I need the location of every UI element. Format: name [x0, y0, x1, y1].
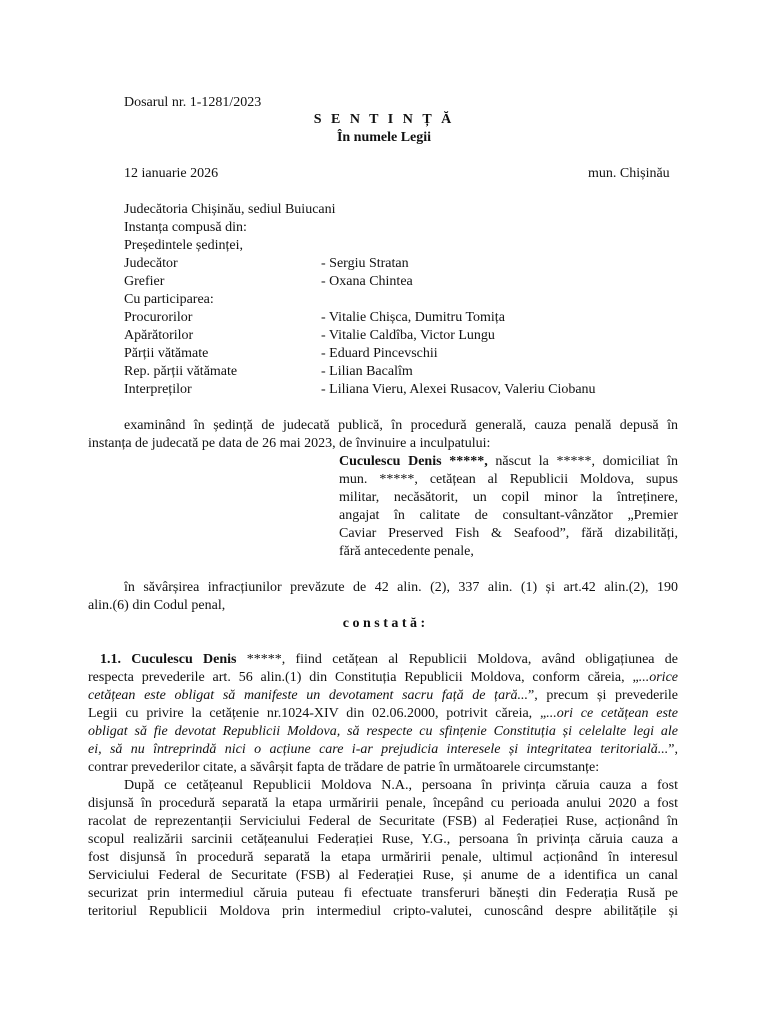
section-text: ”, precum și prevederile: [528, 688, 678, 703]
role-label: Judecător: [124, 256, 178, 271]
constata-heading: c o n s t a t ă :: [342, 616, 426, 631]
role-value: - Lilian Bacalîm: [321, 364, 413, 379]
role-label: Interpreților: [124, 382, 192, 397]
role-label: Grefier: [124, 274, 165, 289]
sentence-place: mun. Chișinău: [588, 166, 670, 181]
intro-paragraph: [124, 417, 678, 435]
section-line: [88, 705, 678, 723]
court-composition-label: Instanța compusă din:: [124, 220, 247, 235]
role-value: - Liliana Vieru, Alexei Rusacov, Valeriu Ciobanu: [321, 382, 596, 397]
narrative-paragraph: [88, 795, 678, 921]
narrative-line: fost disjunsă în procedură separată la etapa urmăririi penale, ultimul acționând în interesul: [88, 850, 678, 865]
narrative-line: După ce cetățeanul Republicii Moldova N.A., persoana în privința căruia cauza a fost: [124, 778, 678, 793]
narrative-first-line: [124, 777, 678, 795]
narrative-line: disjunsă în procedură separată la etapa urmăririi penale, începând cu perioada anului 2020 a fost: [88, 796, 678, 811]
intro-line: examinând în ședință de judecată publică, în procedură generală, cauza penală depusă în: [124, 418, 678, 433]
role-value: - Vitalie Caldîba, Victor Lungu: [321, 328, 495, 343]
intro-line: instanța de judecată pe data de 26 mai 2023, de învinuire a inculpatului:: [88, 436, 491, 451]
defendant-line: fără antecedente penale,: [339, 544, 474, 559]
charges-line: în săvârșirea infracțiunilor prevăzute de 42 alin. (2), 337 alin. (1) și art.42 alin.(2), 190: [124, 580, 678, 595]
role-label: Procurorilor: [124, 310, 193, 325]
role-value: - Vitalie Chișca, Dumitru Tomița: [321, 310, 505, 325]
court-name: Judecătoria Chișinău, sediul Buiucani: [124, 202, 336, 217]
section-line: obligat să fie devotat Republicii Moldova, să respecte cu sfințenie Constituția și celelalte legi ale: [88, 724, 678, 739]
defendant-line: mun. *****, cetățean al Republicii Moldova, supus: [339, 472, 678, 487]
defendant-block: [339, 453, 678, 561]
section-text: respecta prevederile art. 56 alin.(1) din Constituția Republicii Moldova, conform căreia, „: [88, 670, 639, 685]
section-text: *****, fiind cetățean al Republicii Moldova, având obligațiunea de: [236, 652, 678, 667]
section-line: [88, 669, 678, 687]
defendant-text: născut la *****, domiciliat în: [487, 454, 678, 469]
section-number: 1.1.: [100, 652, 121, 667]
document-subtitle: În numele Legii: [336, 130, 432, 145]
charges-paragraph: [124, 579, 678, 597]
section-text: ”,: [668, 742, 678, 757]
defendant-line: militar, necăsătorit, un copil minor la întreținere,: [339, 490, 678, 505]
sentence-date: 12 ianuarie 2026: [124, 166, 219, 181]
role-label: Apărătorilor: [124, 328, 194, 343]
section-1-1-body: [88, 669, 678, 777]
section-quote: ...ori ce cetățean este: [546, 706, 678, 721]
role-value: - Sergiu Stratan: [321, 256, 409, 271]
section-line: [88, 687, 678, 705]
role-value: - Oxana Chintea: [321, 274, 413, 289]
section-quote: cetățean este obligat să manifeste un devotament sacru față de țară...: [88, 688, 529, 703]
participation-label: Cu participarea:: [124, 292, 214, 307]
case-number: Dosarul nr. 1-1281/2023: [124, 95, 262, 110]
section-quote: ...orice: [638, 670, 678, 685]
role-label: Părții vătămate: [124, 346, 209, 361]
narrative-line: teritoriul Republicii Moldova prin intermediul cripto-valutei, cunoscând despre abilitățile și: [88, 904, 678, 919]
narrative-line: racolat de reprezentanții Serviciului Federal de Securitate (FSB) al Federației Ruse, acționând în: [88, 814, 678, 829]
defendant-line: angajat în calitate de consultant-vânzător „Premier: [339, 508, 678, 523]
section-quote: ei, să nu întreprindă nici o acțiune care i-ar prejudicia interesele și integritatea teritorială...: [88, 742, 669, 757]
defendant-line: Caviar Preserved Fish & Seafood”, fără dizabilități,: [339, 526, 678, 541]
section-line: [100, 651, 678, 669]
document-title: S E N T I N Ț Ă: [313, 112, 455, 127]
president-label: Președintele ședinței,: [124, 238, 243, 253]
section-line: contrar prevederilor citate, a săvârșit fapta de trădare de patrie în următoarele circumstanțe:: [88, 760, 600, 775]
section-text: Legii cu privire la cetățenie nr.1024-XIV din 02.06.2000, potrivit căreia, „: [88, 706, 547, 721]
charges-line: alin.(6) din Codul penal,: [88, 598, 226, 613]
role-label: Rep. părții vătămate: [124, 364, 238, 379]
narrative-line: scopul realizării sarcinii cetățeanului Federației Ruse, Y.G., persoana în privința căruia cauza a: [88, 832, 678, 847]
narrative-line: Serviciului Federal de Securitate (FSB) al Federației Ruse, și anume de a identifica un canal: [88, 868, 678, 883]
section-name: Cuculescu Denis: [131, 652, 237, 667]
section-1-1-first-line: [100, 651, 678, 669]
role-value: - Eduard Pincevschii: [321, 346, 438, 361]
defendant-name: Cuculescu Denis *****,: [339, 454, 488, 469]
defendant-line: [339, 453, 678, 471]
narrative-line: securizat prin intermediul căruia puteau fi efectuate transferuri bănești din Federația Rusă pe: [88, 886, 678, 901]
section-line: [88, 741, 678, 759]
